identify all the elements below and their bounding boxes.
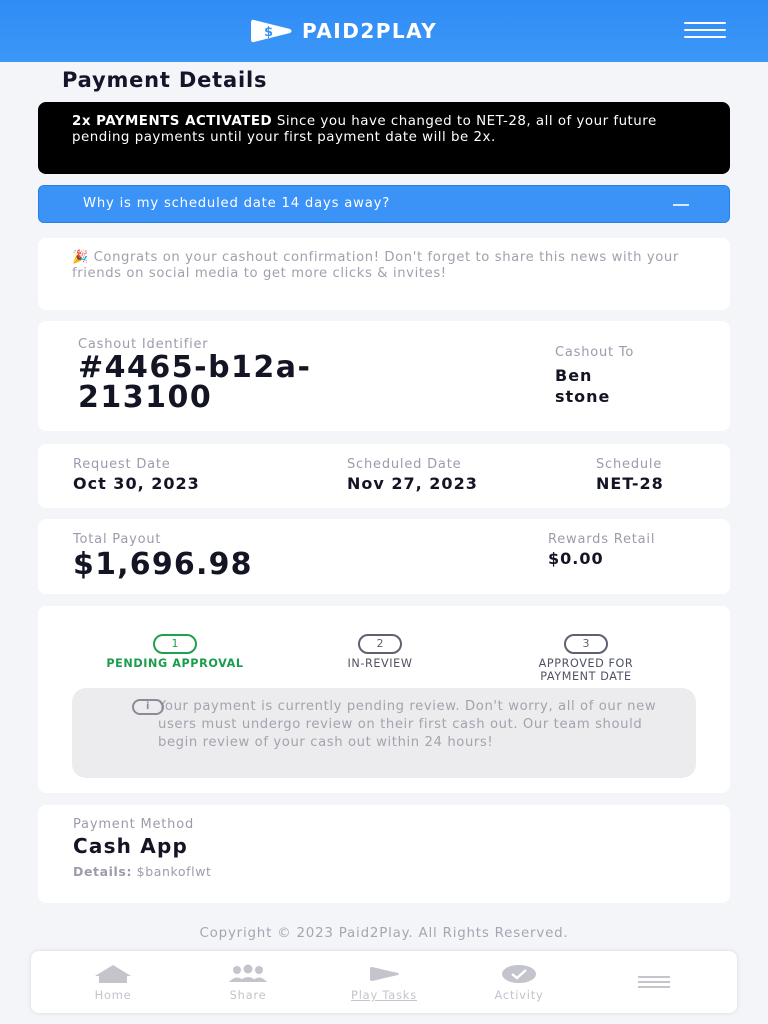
copyright-footer: Copyright © 2023 Paid2Play. All Rights Reserved.	[199, 926, 569, 941]
cashout-to-line1: Ben	[555, 366, 593, 385]
bottom-navigation	[31, 951, 737, 1013]
step-pending-approval	[70, 634, 280, 670]
users-icon	[203, 963, 293, 985]
nav-play-tasks-label: Play Tasks	[351, 988, 417, 1002]
hamburger-menu-icon[interactable]	[684, 22, 726, 42]
nav-share[interactable]	[203, 963, 293, 1002]
dates-card	[38, 444, 730, 508]
step-label-2: IN-REVIEW	[347, 657, 413, 670]
faq-question: Why is my scheduled date 14 days away?	[83, 196, 390, 211]
nav-home[interactable]	[68, 963, 158, 1002]
page-title: Payment Details	[62, 68, 268, 92]
request-date-label: Request Date	[73, 457, 171, 472]
step-number-2: 2	[358, 634, 402, 654]
nav-play-tasks[interactable]	[339, 963, 429, 1002]
party-popper-icon: 🎉	[72, 250, 89, 265]
rewards-retail-value: $0.00	[548, 549, 604, 568]
notice-text: Your payment is currently pending review. Don't worry, all of our new users must undergo review on their first cash out. Our team should begin review of your cash out within 24 hours!	[158, 699, 657, 750]
payment-method-value: Cash App	[73, 834, 188, 858]
pending-review-notice	[72, 688, 696, 778]
nav-share-label: Share	[229, 988, 267, 1002]
cashout-id-label: Cashout Identifier	[78, 337, 209, 352]
congrats-text: Congrats on your cashout confirmation! Don't forget to share this news with your friends on social media to get more clicks & invites!	[72, 250, 679, 281]
total-payout-value: $1,696.98	[73, 547, 253, 582]
brand-logo[interactable]	[250, 18, 437, 44]
banner-heading: 2x PAYMENTS ACTIVATED	[72, 114, 273, 129]
payout-card	[38, 519, 730, 594]
home-icon	[68, 963, 158, 985]
payment-details-label: Details:	[73, 864, 133, 879]
check-circle-icon	[474, 963, 564, 985]
payment-details	[73, 864, 212, 879]
schedule-value: NET-28	[596, 474, 664, 493]
payment-details-value: $bankoflwt	[132, 864, 212, 879]
menu-icon	[609, 971, 699, 993]
faq-accordion-toggle[interactable]	[38, 185, 730, 223]
cashout-to-line2: stone	[555, 387, 611, 406]
status-card	[38, 606, 730, 793]
scheduled-date-value: Nov 27, 2023	[347, 474, 478, 493]
cashout-id-value	[78, 350, 312, 415]
step-number-1: 1	[153, 634, 197, 654]
cashout-to-label: Cashout To	[555, 345, 635, 360]
play-icon	[339, 963, 429, 985]
payment-method-label: Payment Method	[73, 817, 195, 832]
collapse-dash-icon	[673, 204, 689, 206]
congrats-card	[38, 238, 730, 310]
nav-home-label: Home	[94, 988, 132, 1002]
step-label-1: PENDING APPROVAL	[106, 657, 244, 670]
schedule-label: Schedule	[596, 457, 663, 472]
step-approved	[486, 634, 686, 683]
rewards-retail-label: Rewards Retail	[548, 532, 656, 547]
scheduled-date-label: Scheduled Date	[347, 457, 462, 472]
step-in-review	[285, 634, 475, 670]
cashout-id-line1: #4465-b12a-	[78, 350, 312, 385]
request-date-value: Oct 30, 2023	[73, 474, 200, 493]
nav-activity[interactable]	[474, 963, 564, 1002]
brand-name: PAID2PLAY	[302, 19, 438, 43]
nav-activity-label: Activity	[494, 988, 544, 1002]
step-label-3-line2: PAYMENT DATE	[540, 670, 632, 683]
payment-method-card	[38, 805, 730, 903]
svg-text:$: $	[264, 25, 274, 40]
step-number-3: 3	[564, 634, 608, 654]
top-header	[0, 0, 768, 62]
step-label-3	[486, 657, 686, 683]
cashout-card	[38, 321, 730, 431]
info-circle-icon: i	[132, 699, 164, 715]
play-dollar-icon	[250, 18, 294, 44]
nav-menu[interactable]	[609, 971, 699, 993]
total-payout-label: Total Payout	[73, 532, 162, 547]
cashout-id-line2: 213100	[78, 380, 213, 415]
step-label-3-line1: APPROVED FOR	[538, 657, 634, 670]
cashout-to-value	[555, 365, 610, 407]
payments-activated-banner	[38, 102, 730, 174]
banner-text: Since you have changed to NET-28, all of your future pending payments until your first payment date will be 2x.	[72, 114, 657, 145]
